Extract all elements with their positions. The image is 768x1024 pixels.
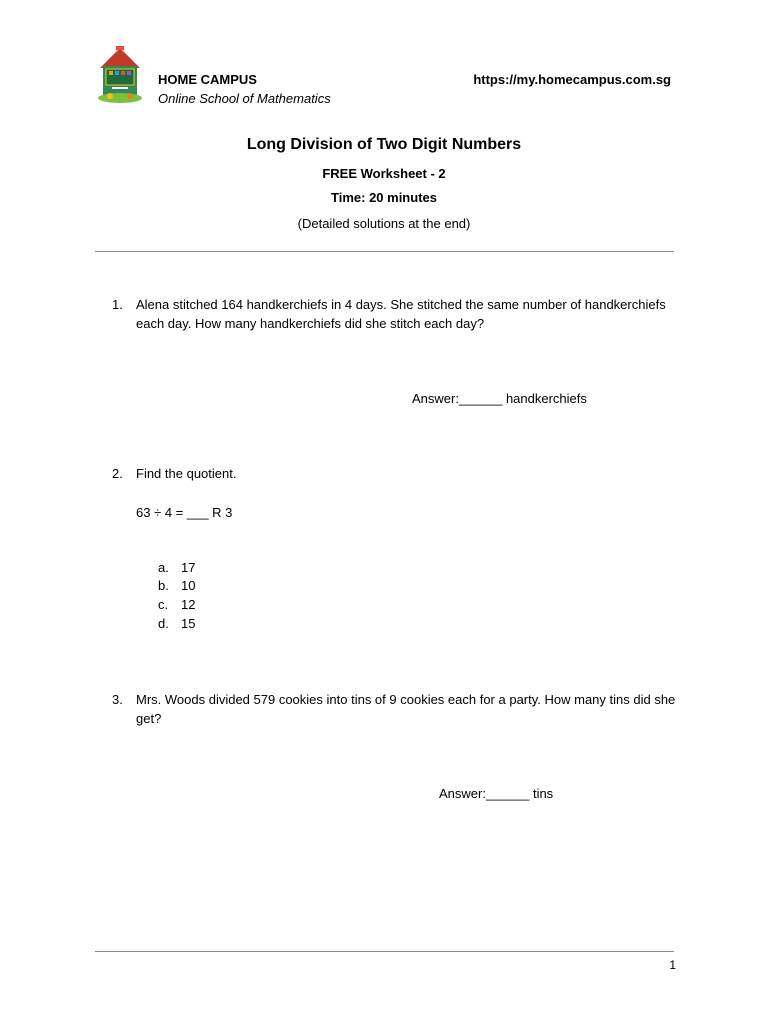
option-letter: c. (158, 597, 169, 612)
answer-line: Answer:______ handkerchiefs (412, 391, 587, 406)
question-number: 2. (112, 466, 123, 481)
division-expression: 63 ÷ 4 = ___ R 3 (136, 505, 233, 520)
page-number: 1 (669, 958, 676, 972)
option-value: 10 (181, 578, 196, 593)
worksheet-subtitle: FREE Worksheet - 2 (322, 166, 446, 181)
question-number: 1. (112, 297, 123, 312)
option-value: 15 (181, 616, 196, 631)
brand-name: HOME CAMPUS (158, 72, 257, 87)
question-text: Alena stitched 164 handkerchiefs in 4 days. She stitched the same number of handkerchiefs each day. How many handkerchiefs did she stitch each day? (136, 297, 666, 331)
header-divider (95, 251, 674, 252)
school-house-icon (96, 46, 144, 104)
time-limit: Time: 20 minutes (331, 190, 437, 205)
footer-divider (95, 951, 674, 952)
home-campus-logo (96, 46, 144, 104)
option-value: 17 (181, 560, 196, 575)
solutions-note: (Detailed solutions at the end) (297, 216, 471, 231)
question-number: 3. (112, 692, 123, 707)
answer-line: Answer:______ tins (439, 786, 554, 801)
option-letter: b. (158, 578, 169, 593)
option-letter: d. (158, 616, 169, 631)
option-value: 12 (181, 597, 196, 612)
worksheet-title: Long Division of Two Digit Numbers (246, 136, 522, 153)
question-text: Find the quotient. (136, 466, 237, 481)
question-text: Mrs. Woods divided 579 cookies into tins of 9 cookies each for a party. How many tins did she get? (136, 692, 676, 726)
website-link[interactable]: https://my.homecampus.com.sg (473, 72, 671, 87)
option-letter: a. (158, 560, 169, 575)
brand-tagline: Online School of Mathematics (158, 91, 331, 106)
